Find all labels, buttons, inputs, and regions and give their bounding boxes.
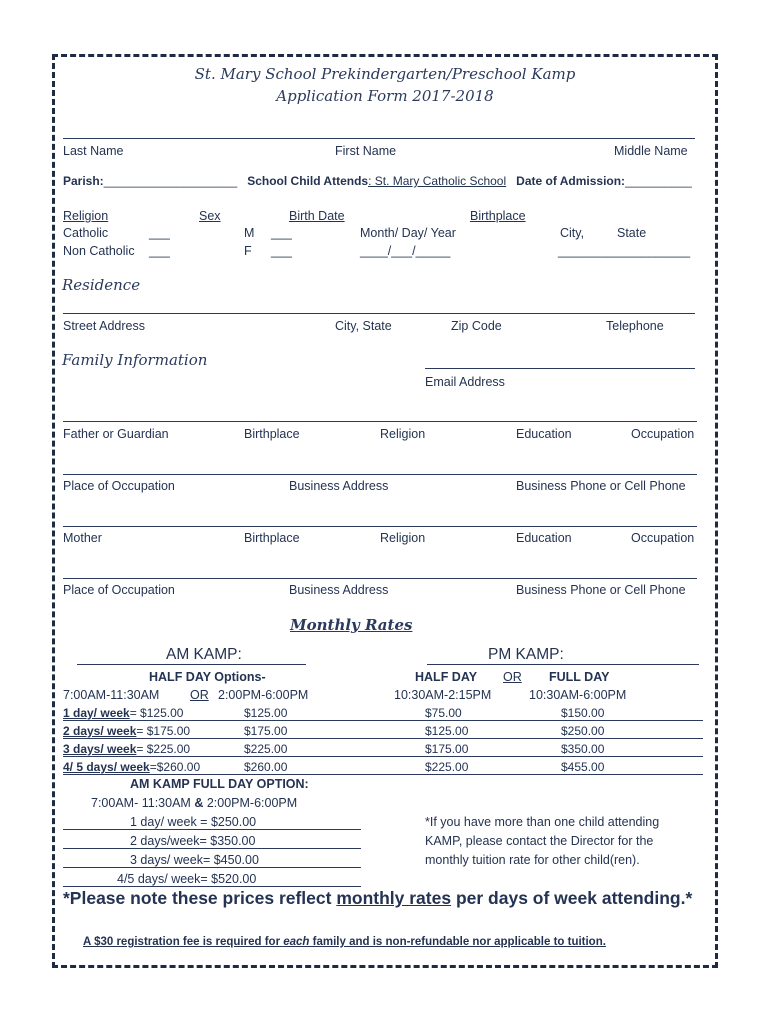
religion-heading: Religion [63, 209, 109, 223]
rate-row-am1: = $225.00 [136, 742, 191, 756]
last-name-label: Last Name [63, 144, 124, 158]
registration-fee-each: each [283, 936, 310, 948]
name-line[interactable] [63, 138, 695, 139]
mother-phone-label: Business Phone or Cell Phone [516, 583, 686, 597]
mother-religion-label: Religion [380, 531, 426, 545]
birth-date-blank[interactable]: ____/___/_____ [360, 244, 451, 258]
am-kamp-line [77, 664, 306, 665]
monthly-rates-note-b: per days of week attending.* [451, 888, 693, 908]
rate-row [63, 759, 200, 775]
registration-fee-note [83, 934, 606, 950]
city-state-label: City, State [335, 319, 392, 333]
father-education-label: Education [516, 427, 572, 441]
father-line[interactable] [63, 421, 697, 422]
am-kamp-label: AM KAMP: [166, 646, 242, 663]
mother-birthplace-label: Birthplace [244, 531, 300, 545]
mother-occupation-label: Occupation [631, 531, 695, 545]
zip-code-label: Zip Code [451, 319, 502, 333]
father-business-address-label: Business Address [289, 479, 389, 493]
city-label: City, [560, 226, 585, 240]
non-catholic-label: Non Catholic [63, 244, 135, 258]
rate-row-label: 1 day/ week [63, 706, 130, 720]
multi-child-note: KAMP, please contact the Director for the [425, 834, 654, 848]
rate-row-am1: = $175.00 [136, 724, 191, 738]
non-catholic-blank[interactable]: ___ [149, 244, 170, 258]
rate-row-pm1: $125.00 [425, 724, 469, 738]
residence-line[interactable] [63, 313, 695, 314]
mother-place-label: Place of Occupation [63, 583, 175, 597]
full-day-option-label: AM KAMP FULL DAY OPTION: [130, 777, 309, 791]
father-work-line[interactable] [63, 474, 697, 475]
catholic-blank[interactable]: ___ [149, 226, 170, 240]
pm-half-day-label: HALF DAY [415, 670, 478, 684]
parish-row [63, 173, 692, 189]
rate-row-pm1: $175.00 [425, 742, 469, 756]
pm-half-time-label: 10:30AM-2:15PM [394, 688, 492, 702]
sex-f-blank[interactable]: ___ [271, 244, 292, 258]
pm-or-label: OR [503, 670, 522, 684]
rate-row-am1: = $125.00 [129, 706, 184, 720]
residence-heading: Residence [62, 276, 141, 294]
rate-row-am2: $125.00 [244, 706, 288, 720]
email-line[interactable] [425, 368, 695, 369]
birth-date-heading: Birth Date [289, 209, 345, 223]
monthly-rates-note-a: *Please note these prices reflect [63, 888, 337, 908]
full-day-rate: 3 days/ week= $450.00 [130, 853, 259, 867]
monthly-rates-note-u: monthly rates [336, 888, 452, 908]
full-day-rate-line [63, 886, 361, 887]
registration-fee-b: family and is non-refundable nor applicable to tuition. [309, 936, 606, 948]
mother-education-label: Education [516, 531, 572, 545]
father-phone-label: Business Phone or Cell Phone [516, 479, 686, 493]
mother-work-line[interactable] [63, 578, 697, 579]
rates-heading: Monthly Rates [290, 616, 413, 634]
father-birthplace-label: Birthplace [244, 427, 300, 441]
full-day-rate-line [63, 848, 361, 849]
registration-fee-a: A $30 registration fee is required for [83, 936, 284, 948]
date-format-label: Month/ Day/ Year [360, 226, 456, 240]
first-name-label: First Name [335, 144, 397, 158]
state-label: State [617, 226, 647, 240]
admission-label: Date of Admission: [516, 174, 626, 188]
rate-row-pm2: $150.00 [561, 706, 605, 720]
rate-row-pm2: $350.00 [561, 742, 605, 756]
rate-row-pm1: $225.00 [425, 760, 469, 774]
mother-business-address-label: Business Address [289, 583, 389, 597]
birthplace-heading: Birthplace [470, 209, 526, 223]
parish-label: Parish: [63, 174, 104, 188]
father-label: Father or Guardian [63, 427, 169, 441]
father-religion-label: Religion [380, 427, 426, 441]
rate-row-am2: $225.00 [244, 742, 288, 756]
monthly-rates-note [63, 890, 692, 906]
birthplace-blank[interactable]: ___________________ [558, 244, 691, 258]
pm-time-label: 2:00PM-6:00PM [218, 688, 309, 702]
rate-row-pm2: $455.00 [561, 760, 605, 774]
am-or-label: OR [190, 688, 209, 702]
admission-blank[interactable]: __________ [625, 174, 692, 188]
rate-row-am2: $175.00 [244, 724, 288, 738]
rate-row-pm2: $250.00 [561, 724, 605, 738]
full-day-time-a: 7:00AM- 11:30AM [91, 796, 191, 810]
full-day-rate-line [63, 867, 361, 868]
full-day-amp: & [194, 796, 204, 810]
parish-blank[interactable]: ____________________ [103, 174, 238, 188]
pm-kamp-label: PM KAMP: [488, 646, 564, 663]
rate-row-am1: =$260.00 [149, 760, 201, 774]
school-value: : St. Mary Catholic School [368, 174, 507, 188]
rate-row-am2: $260.00 [244, 760, 288, 774]
full-day-rate: 2 days/week= $350.00 [130, 834, 256, 848]
rate-row [63, 741, 190, 757]
middle-name-label: Middle Name [614, 144, 688, 158]
pm-full-day-label: FULL DAY [549, 670, 610, 684]
rate-row-label: 3 days/ week [63, 742, 137, 756]
pm-full-time-label: 10:30AM-6:00PM [529, 688, 627, 702]
rate-row [63, 723, 190, 739]
catholic-label: Catholic [63, 226, 109, 240]
father-occupation-label: Occupation [631, 427, 695, 441]
multi-child-note: monthly tuition rate for other child(ren). [425, 853, 640, 867]
school-label: School Child Attends [247, 174, 369, 188]
father-place-label: Place of Occupation [63, 479, 175, 493]
email-label: Email Address [425, 375, 505, 389]
family-heading: Family Information [62, 351, 208, 369]
mother-label: Mother [63, 531, 102, 545]
form-subtitle: Application Form 2017-2018 [276, 87, 494, 105]
form-border [52, 54, 718, 968]
full-day-time-b: 2:00PM-6:00PM [206, 796, 298, 810]
full-day-rate: 1 day/ week = $250.00 [130, 815, 257, 829]
full-day-times [91, 795, 297, 811]
sex-m-blank[interactable]: ___ [271, 226, 292, 240]
rate-row-pm1: $75.00 [425, 706, 462, 720]
am-time-label: 7:00AM-11:30AM [63, 688, 160, 702]
pm-kamp-line [427, 664, 699, 665]
full-day-rate-line [63, 829, 361, 830]
half-day-options-label: HALF DAY Options- [149, 670, 266, 684]
rate-row-label: 4/ 5 days/ week [63, 760, 150, 774]
sex-heading: Sex [199, 209, 221, 223]
form-title: St. Mary School Prekindergarten/Preschool Kamp [194, 65, 576, 83]
rate-row-label: 2 days/ week [63, 724, 137, 738]
sex-m-label: M [244, 226, 255, 240]
full-day-rate: 4/5 days/ week= $520.00 [117, 872, 257, 886]
multi-child-note: *If you have more than one child attending [425, 815, 660, 829]
mother-line[interactable] [63, 526, 697, 527]
sex-f-label: F [244, 244, 252, 258]
telephone-label: Telephone [606, 319, 664, 333]
street-address-label: Street Address [63, 319, 145, 333]
rate-row [63, 705, 183, 721]
